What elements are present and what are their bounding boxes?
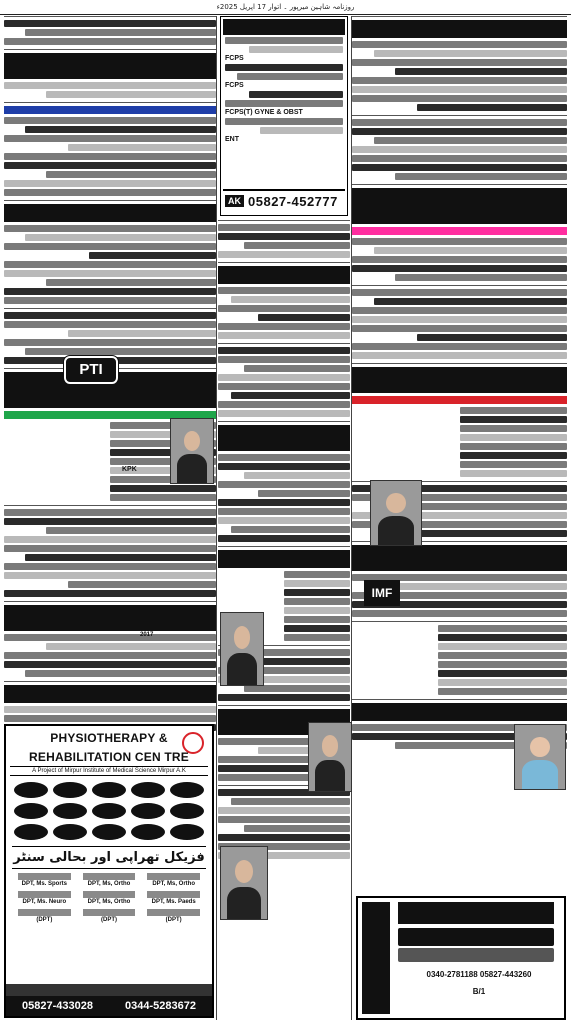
news-item (218, 421, 350, 542)
photo-person (370, 480, 422, 546)
ak-badge: AK (225, 195, 244, 207)
doctor-qualification: ENT (225, 136, 239, 143)
doctor-entry: DPT, Ms. Neuro (12, 891, 77, 905)
news-item (4, 49, 216, 98)
headline (352, 188, 567, 224)
year-label: 2017 (140, 632, 154, 638)
photo-politician (170, 418, 214, 484)
doctor-entry: DPT, Ms, Ortho (77, 891, 142, 905)
highlight-bar (4, 106, 216, 114)
ad-title: REHABILITATION CEN TRE (29, 750, 189, 764)
news-item (4, 102, 216, 196)
headline (352, 545, 567, 571)
news-item (218, 220, 350, 258)
phone-number: 0344-5283672 (125, 1000, 196, 1012)
physiotherapy-ad (4, 724, 214, 1018)
news-item (4, 505, 216, 597)
column-separator (216, 16, 217, 1020)
headline (4, 605, 216, 631)
ad-subtitle (398, 928, 554, 946)
headline (218, 425, 350, 451)
news-item (352, 184, 567, 281)
news-item (352, 115, 567, 180)
headline (4, 53, 216, 79)
address: B/1 (472, 987, 486, 996)
photo-politician (220, 846, 268, 920)
phone-number: 05827-433028 (22, 1000, 93, 1012)
phone-number: 05827-452777 (248, 193, 338, 209)
ad-urdu-title: فزیکل تھراپی اور بحالی سنٹر (12, 846, 206, 869)
doctor-entry: (DPT) (12, 909, 77, 923)
imf-logo: IMF (364, 580, 400, 606)
headline (352, 703, 567, 721)
ad-title: PHYSIOTHERAPY & (50, 731, 168, 745)
masthead: روزنامہ شاہین میرپور ۔ اتوار 17 اپریل 2025ء (0, 0, 571, 15)
news-item (352, 285, 567, 359)
phone-numbers: 0340-2781188 05827-443260 (426, 970, 532, 979)
news-item (352, 621, 567, 695)
contact-strip (223, 189, 345, 211)
doctor-entry: (DPT) (77, 909, 142, 923)
college-ad (356, 896, 566, 1020)
headline (218, 550, 350, 568)
news-item (4, 200, 216, 304)
ad-subtitle (398, 948, 554, 962)
headline (4, 204, 216, 222)
ad-side-panel (362, 902, 390, 1014)
doctor-entry: DPT, Ms. Paeds (141, 891, 206, 905)
doctor-entry: DPT, Ms, Ortho (77, 873, 142, 887)
news-item (218, 262, 350, 339)
service-list (14, 782, 204, 840)
kpk-label: KPK (122, 466, 137, 473)
headline (4, 685, 216, 703)
medical-complex-ad (220, 16, 348, 216)
ad-title (398, 902, 554, 924)
clinic-logo-icon (182, 732, 204, 754)
photo-politician (220, 612, 264, 686)
photo-politician (308, 722, 352, 792)
news-item (4, 16, 216, 45)
news-item (218, 343, 350, 417)
doctor-qualification: FCPS (225, 82, 244, 89)
contact-strip (6, 996, 212, 1016)
doctor-entry: DPT, Ms. Sports (12, 873, 77, 887)
address-bar (6, 984, 212, 996)
doctor-entry: (DPT) (141, 909, 206, 923)
highlight-bar (352, 227, 567, 235)
headline (352, 367, 567, 393)
doctor-entry: DPT, Ms, Ortho (141, 873, 206, 887)
ad-subtitle: A Project of Mirpur Institute of Medical Science Mirpur A.K (10, 766, 208, 776)
headline (218, 266, 350, 284)
doctor-qualification: FCPS(T) GYNE & OBST (225, 109, 303, 116)
news-item (352, 363, 567, 477)
highlight-bar (352, 396, 567, 404)
photo-politician (514, 724, 566, 790)
news-item (352, 16, 567, 111)
doctor-list (12, 873, 206, 923)
headline (352, 20, 567, 38)
doctor-qualification: FCPS (225, 55, 244, 62)
ad-title (223, 19, 345, 35)
pti-logo: PTI (64, 356, 118, 384)
news-item (4, 601, 216, 677)
